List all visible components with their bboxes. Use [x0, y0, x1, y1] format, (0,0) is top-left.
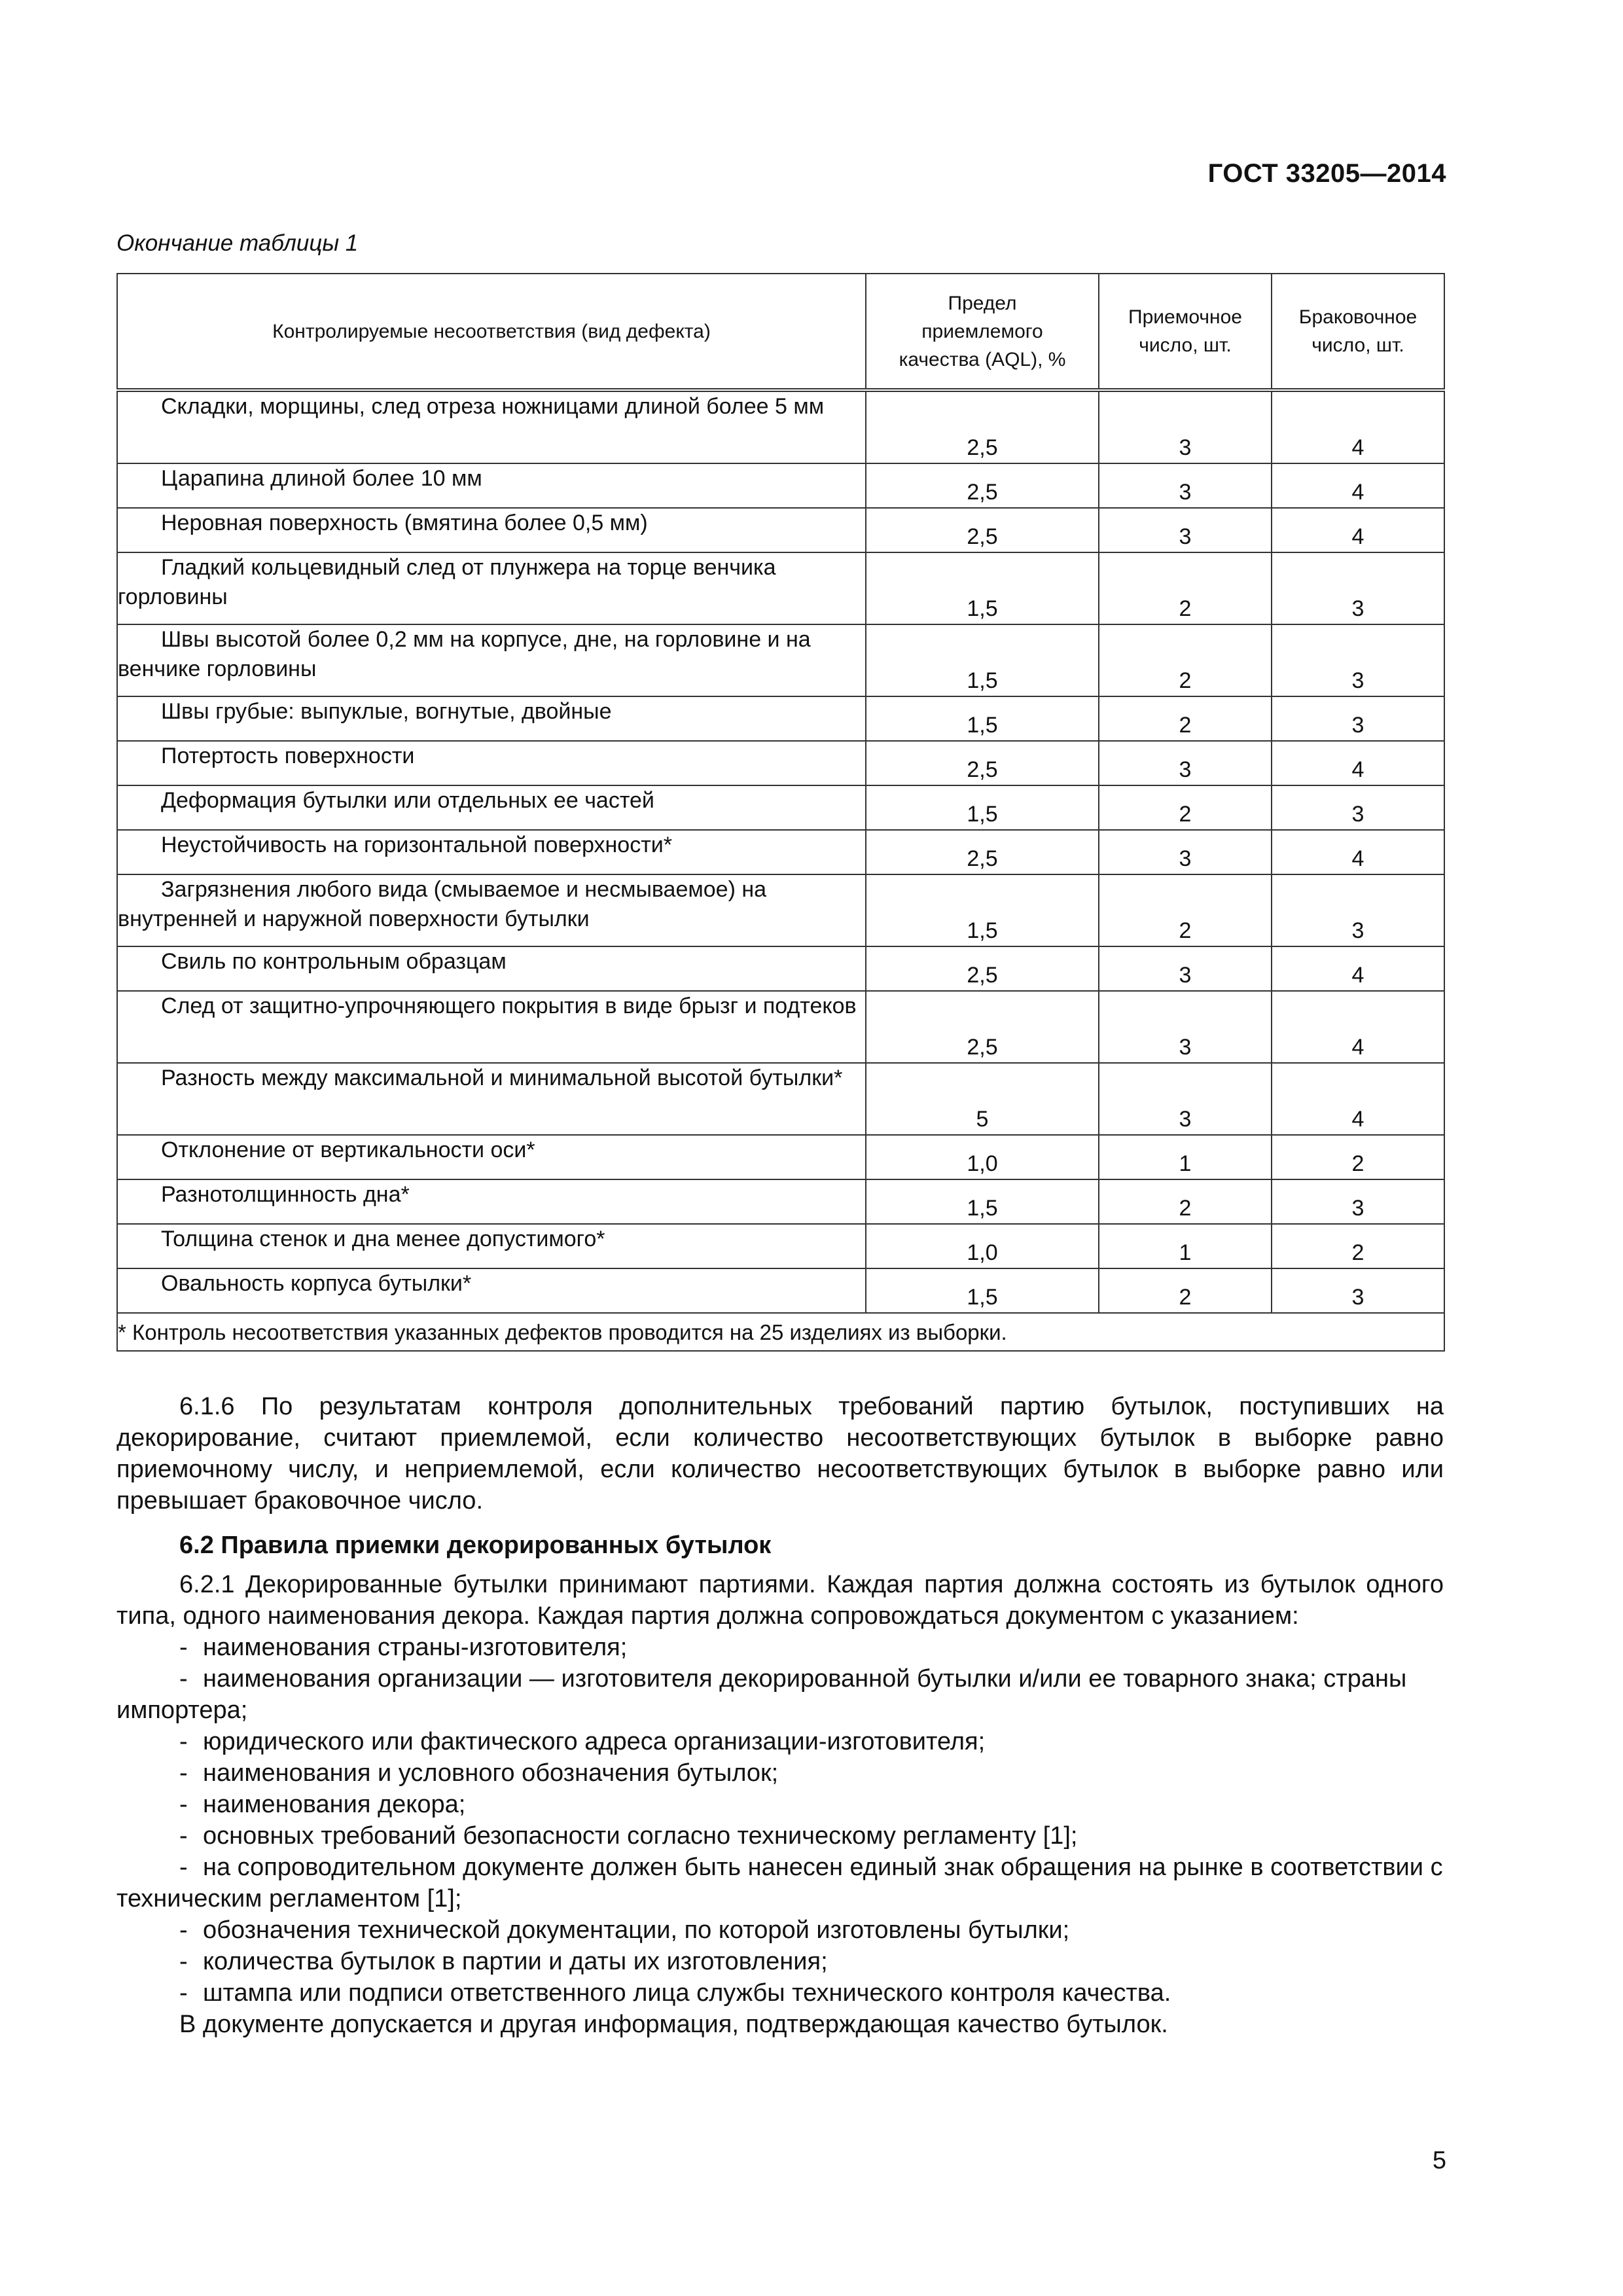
requirements-list — [116, 1632, 1444, 2009]
list-item-text: на сопроводительном документе должен быть нанесен единый знак обращения на рынке в соответствии с техническим регламентом [1]; — [116, 1854, 1443, 1912]
table-body — [117, 390, 1444, 1313]
table-row — [117, 874, 1444, 946]
list-item — [116, 1977, 1444, 2009]
reject-number-cell: 4 — [1272, 1063, 1444, 1135]
list-item-text: количества бутылок в партии и даты их изготовления; — [203, 1948, 828, 1975]
accept-number-cell: 2 — [1099, 1268, 1272, 1313]
aql-cell: 5 — [866, 1063, 1099, 1135]
accept-number-cell: 1 — [1099, 1135, 1272, 1179]
defect-cell — [117, 785, 866, 830]
section-heading-6-2: 6.2 Правила приемки декорированных бутылок — [179, 1532, 772, 1559]
defect-cell — [117, 390, 866, 463]
reject-number-cell: 2 — [1272, 1135, 1444, 1179]
defect-name: Отклонение от вертикальности оси* — [161, 1138, 535, 1162]
table-row — [117, 785, 1444, 830]
accept-number-cell: 3 — [1099, 830, 1272, 874]
list-item-text: наименования декора; — [203, 1791, 466, 1818]
aql-cell: 2,5 — [866, 946, 1099, 991]
reject-number-cell: 2 — [1272, 1224, 1444, 1268]
reject-number-cell: 3 — [1272, 785, 1444, 830]
aql-cell: 1,5 — [866, 1179, 1099, 1224]
defect-name: Деформация бутылки или отдельных ее частей — [161, 788, 654, 813]
list-dash: - — [179, 1665, 188, 1693]
table-row — [117, 624, 1444, 696]
accept-number-cell: 3 — [1099, 991, 1272, 1063]
accept-number-cell: 3 — [1099, 1063, 1272, 1135]
defect-cell — [117, 1179, 866, 1224]
defect-name: Разнотолщинность дна* — [161, 1182, 410, 1207]
reject-number-cell: 4 — [1272, 741, 1444, 785]
accept-number-cell: 2 — [1099, 552, 1272, 624]
accept-number-cell: 2 — [1099, 874, 1272, 946]
defect-name: Овальность корпуса бутылки* — [161, 1271, 472, 1296]
list-dash: - — [179, 1728, 188, 1755]
reject-number-cell: 4 — [1272, 508, 1444, 552]
reject-number-cell: 4 — [1272, 390, 1444, 463]
defects-table — [116, 273, 1445, 1352]
aql-cell: 2,5 — [866, 741, 1099, 785]
accept-number-cell: 3 — [1099, 946, 1272, 991]
reject-number-cell: 3 — [1272, 696, 1444, 741]
reject-number-cell: 4 — [1272, 991, 1444, 1063]
defect-name: Царапина длиной более 10 мм — [161, 466, 482, 491]
defect-name: Толщина стенок и дна менее допустимого* — [161, 1227, 605, 1251]
reject-number-cell: 3 — [1272, 1268, 1444, 1313]
column-header-reject: Браковочное число, шт. — [1272, 274, 1444, 390]
list-dash: - — [179, 1759, 188, 1787]
defect-name: Неустойчивость на горизонтальной поверхности* — [161, 833, 673, 857]
aql-cell: 2,5 — [866, 508, 1099, 552]
accept-number-cell: 2 — [1099, 1179, 1272, 1224]
defect-name: Потертость поверхности — [161, 744, 415, 768]
list-item-text: наименования и условного обозначения бутылок; — [203, 1759, 779, 1787]
aql-cell: 1,5 — [866, 624, 1099, 696]
table-row — [117, 552, 1444, 624]
closing-paragraph: В документе допускается и другая информация, подтверждающая качество бутылок. — [179, 2011, 1168, 2038]
list-dash: - — [179, 1791, 188, 1818]
list-item — [116, 1632, 1444, 1663]
paragraph-6-1-6: 6.1.6 По результатам контроля дополнительных требований партию бутылок, поступивших на декорирование, считают приемлемой, если количество несоответствующих бутылок в выборке равно приемочному числу, и неприемлемой, если количество несоответствующих бутылок в выборке равно или превышает браковочное число. — [116, 1393, 1444, 1515]
body-text — [116, 1391, 1444, 2040]
table-row — [117, 508, 1444, 552]
table-row — [117, 1268, 1444, 1313]
accept-number-cell: 2 — [1099, 624, 1272, 696]
column-header-aql: Предел приемлемого качества (AQL), % — [866, 274, 1099, 390]
column-header-accept: Приемочное число, шт. — [1099, 274, 1272, 390]
defect-name: Складки, морщины, след отреза ножницами длиной более 5 мм — [161, 394, 825, 419]
list-dash: - — [179, 1854, 188, 1881]
reject-number-cell: 4 — [1272, 830, 1444, 874]
table-row — [117, 1179, 1444, 1224]
table-row — [117, 696, 1444, 741]
reject-number-cell: 3 — [1272, 552, 1444, 624]
list-dash: - — [179, 1822, 188, 1850]
table-caption: Окончание таблицы 1 — [116, 230, 359, 256]
defect-cell — [117, 946, 866, 991]
table-footnote: * Контроль несоответствия указанных дефектов проводится на 25 изделиях из выборки. — [117, 1313, 1444, 1351]
list-item — [116, 1663, 1444, 1726]
list-item — [116, 1757, 1444, 1789]
list-item-text: штампа или подписи ответственного лица службы технического контроля качества. — [203, 1979, 1171, 2007]
defect-cell — [117, 830, 866, 874]
defect-name: Гладкий кольцевидный след от плунжера на торце венчика горловины — [118, 555, 776, 609]
table-footnote-row — [117, 1313, 1444, 1351]
reject-number-cell: 3 — [1272, 874, 1444, 946]
list-item-text: обозначения технической документации, по которой изготовлены бутылки; — [203, 1916, 1070, 1944]
accept-number-cell: 3 — [1099, 463, 1272, 508]
accept-number-cell: 3 — [1099, 741, 1272, 785]
defect-cell — [117, 1063, 866, 1135]
aql-cell: 2,5 — [866, 991, 1099, 1063]
aql-cell: 1,5 — [866, 1268, 1099, 1313]
accept-number-cell: 1 — [1099, 1224, 1272, 1268]
document-code: ГОСТ 33205—2014 — [1207, 159, 1446, 188]
accept-number-cell: 2 — [1099, 785, 1272, 830]
table-row — [117, 1063, 1444, 1135]
aql-cell: 1,5 — [866, 552, 1099, 624]
reject-number-cell: 3 — [1272, 624, 1444, 696]
defect-cell — [117, 552, 866, 624]
defect-name: Швы высотой более 0,2 мм на корпусе, дне, на горловине и на венчике горловины — [118, 627, 811, 681]
table-row — [117, 830, 1444, 874]
list-dash: - — [179, 1979, 188, 2007]
list-dash: - — [179, 1948, 188, 1975]
defect-cell — [117, 696, 866, 741]
table-row — [117, 1224, 1444, 1268]
list-item — [116, 1914, 1444, 1946]
defect-name: Загрязнения любого вида (смываемое и несмываемое) на внутренней и наружной поверхности бутылки — [118, 877, 767, 931]
table-row — [117, 390, 1444, 463]
accept-number-cell: 3 — [1099, 390, 1272, 463]
table-row — [117, 463, 1444, 508]
defect-cell — [117, 463, 866, 508]
aql-cell: 2,5 — [866, 390, 1099, 463]
column-header-defect: Контролируемые несоответствия (вид дефекта) — [117, 274, 866, 390]
list-dash: - — [179, 1634, 188, 1661]
reject-number-cell: 4 — [1272, 463, 1444, 508]
reject-number-cell: 4 — [1272, 946, 1444, 991]
list-item-text: наименования страны-изготовителя; — [203, 1634, 628, 1661]
defect-cell — [117, 624, 866, 696]
defect-name: Неровная поверхность (вмятина более 0,5 мм) — [161, 511, 648, 535]
list-item — [116, 1789, 1444, 1820]
defect-cell — [117, 1268, 866, 1313]
aql-cell: 2,5 — [866, 830, 1099, 874]
table-header-row — [117, 274, 1444, 390]
accept-number-cell: 2 — [1099, 696, 1272, 741]
defect-name: Разность между максимальной и минимальной высотой бутылки* — [161, 1066, 843, 1090]
table-row — [117, 1135, 1444, 1179]
list-item-text: основных требований безопасности согласно техническому регламенту [1]; — [203, 1822, 1078, 1850]
table-row — [117, 991, 1444, 1063]
list-item — [116, 1852, 1444, 1914]
aql-cell: 1,0 — [866, 1135, 1099, 1179]
defect-cell — [117, 508, 866, 552]
aql-cell: 1,0 — [866, 1224, 1099, 1268]
aql-cell: 1,5 — [866, 696, 1099, 741]
table-row — [117, 946, 1444, 991]
paragraph-6-2-1: 6.2.1 Декорированные бутылки принимают партиями. Каждая партия должна состоять из бутылок одного типа, одного наименования декора. Каждая партия должна сопровождаться документом с указанием: — [116, 1571, 1444, 1630]
accept-number-cell: 3 — [1099, 508, 1272, 552]
defect-name: Швы грубые: выпуклые, вогнутые, двойные — [161, 699, 612, 724]
reject-number-cell: 3 — [1272, 1179, 1444, 1224]
list-item-text: юридического или фактического адреса организации-изготовителя; — [203, 1728, 986, 1755]
table-row — [117, 741, 1444, 785]
defect-cell — [117, 874, 866, 946]
defect-cell — [117, 741, 866, 785]
list-item-text: наименования организации — изготовителя декорированной бутылки и/или ее товарного знака; страны импортера; — [116, 1665, 1407, 1724]
list-item — [116, 1946, 1444, 1977]
defect-name: След от защитно-упрочняющего покрытия в виде брызг и подтеков — [161, 994, 857, 1018]
page-number: 5 — [1432, 2147, 1446, 2174]
aql-cell: 1,5 — [866, 874, 1099, 946]
list-item — [116, 1726, 1444, 1757]
aql-cell: 1,5 — [866, 785, 1099, 830]
list-item — [116, 1820, 1444, 1852]
defect-cell — [117, 1135, 866, 1179]
defect-cell — [117, 1224, 866, 1268]
aql-cell: 2,5 — [866, 463, 1099, 508]
list-dash: - — [179, 1916, 188, 1944]
defect-cell — [117, 991, 866, 1063]
defect-name: Свиль по контрольным образцам — [161, 949, 507, 974]
